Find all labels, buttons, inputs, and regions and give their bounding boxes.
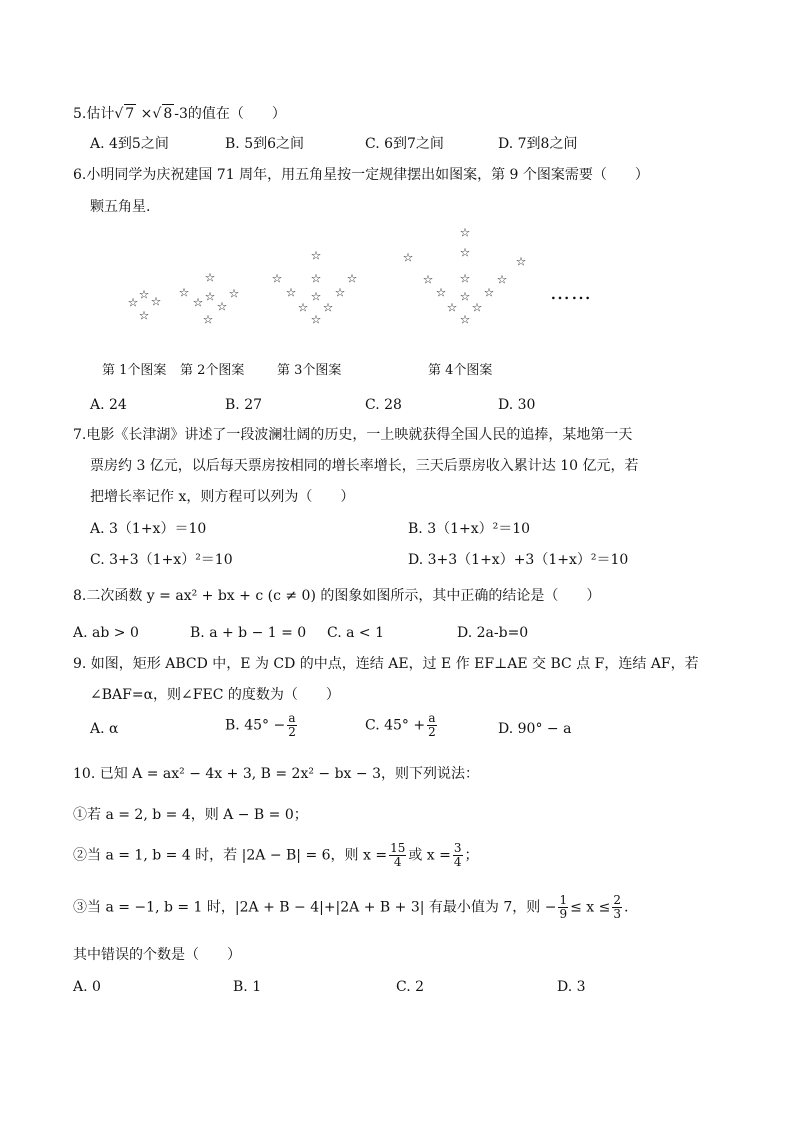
q6-stem-line2: 颗五角星. xyxy=(90,199,151,215)
star-icon: ☆ xyxy=(435,285,447,300)
star-icon: ☆ xyxy=(138,287,150,302)
q6-option-d: D. 30 xyxy=(498,397,536,413)
q5-option-d: D. 7到8之间 xyxy=(498,136,578,152)
star-icon: ☆ xyxy=(297,300,309,315)
star-icon: ☆ xyxy=(446,300,458,315)
q10-option-a: A. 0 xyxy=(73,979,101,995)
star-icon: ☆ xyxy=(216,299,228,314)
star-icon: ☆ xyxy=(346,271,358,286)
star-icon: ☆ xyxy=(310,248,322,263)
q5-option-b: B. 5到6之间 xyxy=(225,136,305,152)
q10-s2-fraction-2 xyxy=(453,842,463,869)
q10-s3-text: ③当 a = −1, b = 1 时，|2A + B − 4|+|2A + B + 3| 有最小值为 7，则 − xyxy=(73,899,557,916)
q6-caption-4: 第 4个图案 xyxy=(428,363,493,378)
fraction-numerator: 15 xyxy=(390,841,406,855)
fraction-numerator: 1 xyxy=(559,893,568,907)
q9-option-b xyxy=(225,712,299,739)
fraction-denominator: 2 xyxy=(428,725,436,739)
star-icon: ☆ xyxy=(515,254,527,269)
q8-option-b: B. a + b − 1 = 0 xyxy=(190,625,307,641)
star-icon: ☆ xyxy=(192,295,204,310)
star-icon: ☆ xyxy=(202,312,214,327)
star-icon: ☆ xyxy=(422,272,434,287)
q6-stem-line1: 6.小明同学为庆祝建国 71 周年，用五角星按一定规律摆出如图案，第 9 个图案需要（ ） xyxy=(73,167,649,183)
fraction-denominator: 2 xyxy=(288,725,296,739)
star-icon: ☆ xyxy=(459,271,471,286)
q9-stem-line1: 9. 如图，矩形 ABCD 中，E 为 CD 的中点，连结 AE，过 E 作 EF⊥AE 交 BC 点 F，连结 AF，若 xyxy=(73,656,699,672)
sqrt-sign: √ xyxy=(152,106,162,122)
q9-option-c-text: C. 45° + xyxy=(365,717,426,734)
star-icon: ☆ xyxy=(271,271,283,286)
q10-statement-2 xyxy=(73,842,479,869)
q10-statement-3 xyxy=(73,894,628,921)
fraction-denominator: 4 xyxy=(453,855,462,869)
q5-radicand-1: 7 xyxy=(125,106,135,122)
q5-times: × xyxy=(140,106,153,122)
q5-radicand-2: 8 xyxy=(163,106,173,122)
q10-option-b: B. 1 xyxy=(233,979,262,995)
star-icon: ☆ xyxy=(138,308,150,323)
star-layer xyxy=(128,226,527,327)
star-icon: ☆ xyxy=(483,285,495,300)
sqrt-sign: √ xyxy=(114,106,124,122)
star-icon: ☆ xyxy=(471,300,483,315)
fraction-denominator: 9 xyxy=(559,907,568,921)
q5-option-a: A. 4到5之间 xyxy=(90,136,169,152)
star-icon: ☆ xyxy=(127,295,139,310)
q10-s2-fraction-1 xyxy=(389,842,406,869)
fraction-numerator: a xyxy=(428,711,436,725)
q10-s3-mid: ≤ x ≤ xyxy=(570,899,611,916)
q10-statement-1: ①若 a = 2, b = 4，则 A − B = 0； xyxy=(73,807,308,823)
q6-caption-1: 第 1个图案 xyxy=(102,363,167,378)
star-icon: ☆ xyxy=(459,312,471,327)
star-icon: ☆ xyxy=(459,245,471,260)
star-icon: ☆ xyxy=(204,289,216,304)
q9-option-d: D. 90° − a xyxy=(498,721,572,737)
q6-option-b: B. 27 xyxy=(225,397,263,413)
q8-option-c: C. a < 1 xyxy=(327,625,384,641)
q8-option-a: A. ab > 0 xyxy=(73,625,139,641)
q9-option-b-text: B. 45° − xyxy=(225,717,286,734)
q9-option-c-fraction xyxy=(427,712,437,739)
q6-caption-2: 第 2个图案 xyxy=(180,363,245,378)
q7-option-b: B. 3（1+x）²＝10 xyxy=(408,521,531,537)
star-icon: ☆ xyxy=(402,250,414,265)
q9-option-a: A. α xyxy=(90,721,119,737)
star-icon: ☆ xyxy=(334,285,346,300)
q9-option-c xyxy=(365,712,439,739)
star-icon: ☆ xyxy=(204,270,216,285)
q10-s3-fraction-2 xyxy=(612,894,622,921)
q7-stem-line2: 票房约 3 亿元，以后每天票房按相同的增长率增长，三天后票房收入累计达 10 亿元，若 xyxy=(90,458,639,474)
q7-option-a: A. 3（1+x）＝10 xyxy=(90,521,207,537)
star-icon: ☆ xyxy=(228,286,240,301)
star-icon: ☆ xyxy=(459,289,471,304)
q5-suffix: -3的值在（ ） xyxy=(174,106,286,122)
q10-question: 其中错误的个数是（ ） xyxy=(73,947,241,963)
q7-stem-line3: 把增长率记作 x，则方程可以列为（ ） xyxy=(90,489,355,505)
q9-option-b-fraction xyxy=(287,712,297,739)
q10-s3-fraction-1 xyxy=(558,894,568,921)
fraction-numerator: a xyxy=(288,711,296,725)
q7-option-d: D. 3+3（1+x）+3（1+x）²＝10 xyxy=(408,552,629,568)
q9-stem-line2: ∠BAF=α，则∠FEC 的度数为（ ） xyxy=(90,687,340,703)
q8-option-d: D. 2a-b=0 xyxy=(457,625,529,641)
q8-stem: 8.二次函数 y = ax² + bx + c (c ≠ 0) 的图象如图所示，其中正确的结论是（ ） xyxy=(73,588,601,604)
fraction-numerator: 2 xyxy=(613,893,621,907)
q10-option-d: D. 3 xyxy=(557,979,586,995)
star-icon: ☆ xyxy=(310,312,322,327)
star-icon: ☆ xyxy=(310,271,322,286)
q7-stem-line1: 7.电影《长津湖》讲述了一段波澜壮阔的历史，一上映就获得全国人民的追捧，某地第一天 xyxy=(73,427,633,443)
q10-s2-text: ②当 a = 1, b = 4 时，若 |2A − B| = 6，则 x = xyxy=(73,847,388,864)
fraction-denominator: 3 xyxy=(613,907,621,921)
q5-option-c: C. 6到7之间 xyxy=(365,136,444,152)
star-icon: ☆ xyxy=(322,300,334,315)
fraction-denominator: 4 xyxy=(393,855,402,869)
q10-s2-mid: 或 x = xyxy=(408,847,451,864)
star-icon: ☆ xyxy=(150,294,162,309)
star-icon: ☆ xyxy=(285,285,297,300)
ellipsis: …… xyxy=(550,280,592,304)
q6-option-c: C. 28 xyxy=(365,397,402,413)
q10-s3-end: . xyxy=(624,899,629,916)
q10-stem: 10. 已知 A = ax² − 4x + 3, B = 2x² − bx − 3，则下列说法： xyxy=(73,766,479,782)
q10-s2-end: ； xyxy=(464,847,479,864)
q6-caption-3: 第 3个图案 xyxy=(277,363,342,378)
q10-option-c: C. 2 xyxy=(396,979,425,995)
fraction-numerator: 3 xyxy=(453,841,462,855)
star-icon: ☆ xyxy=(459,225,471,240)
star-icon: ☆ xyxy=(310,289,322,304)
q7-option-c: C. 3+3（1+x）²＝10 xyxy=(90,552,233,568)
star-icon: ☆ xyxy=(496,272,508,287)
q5-prefix: 5.估计 xyxy=(73,106,115,122)
star-icon: ☆ xyxy=(178,285,190,300)
star-pattern-figure xyxy=(0,0,794,360)
q6-option-a: A. 24 xyxy=(90,397,127,413)
